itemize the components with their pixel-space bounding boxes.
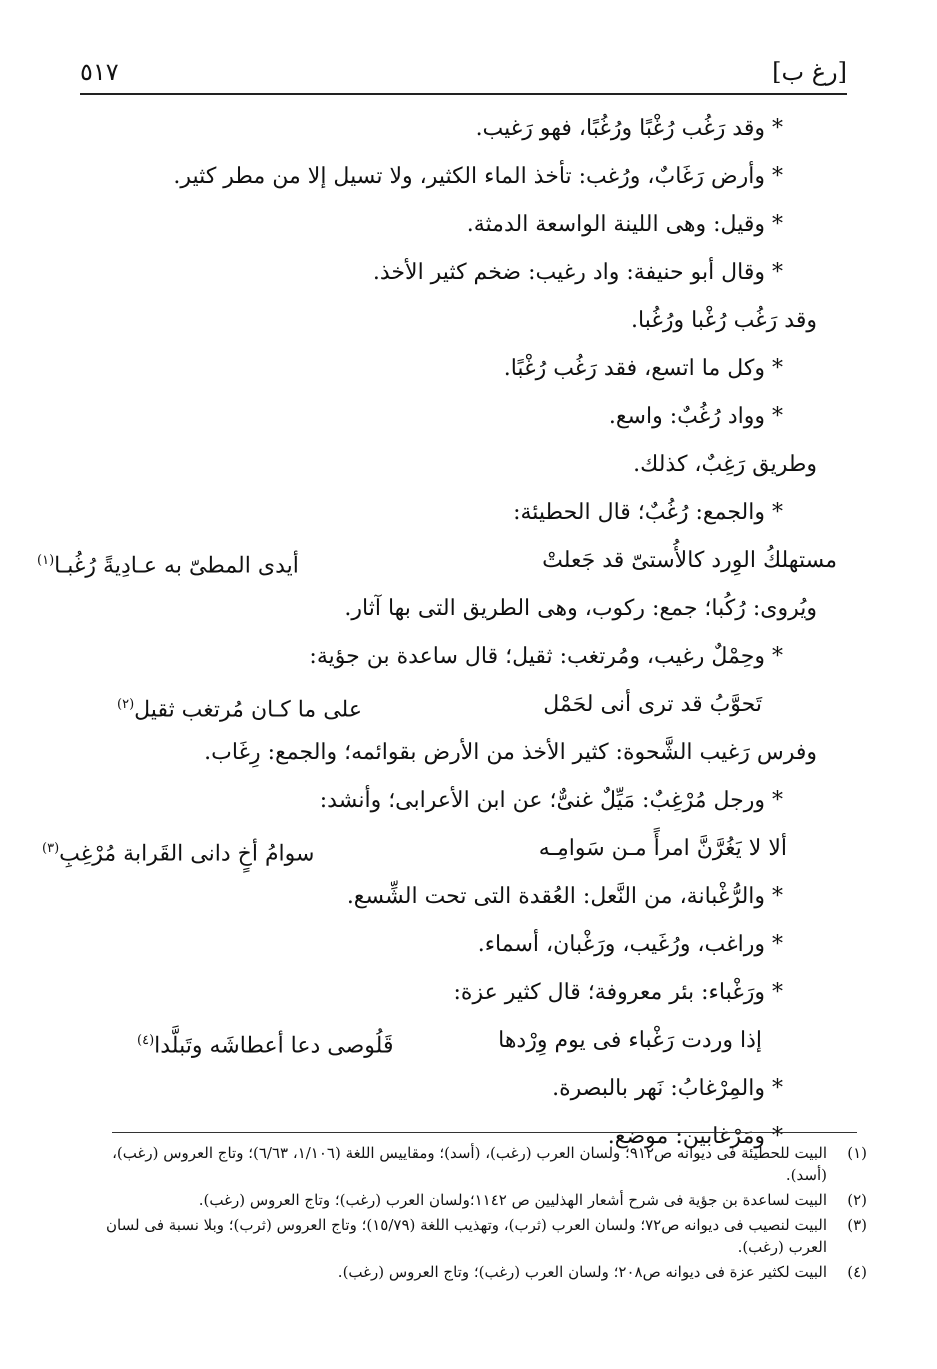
verse-second-hemistich: أيدى المطىّ به عـادِيةً رُغُبـا$^{(١)}$ (37, 553, 299, 579)
footnote-text: البيت لساعدة بن جؤية فى شرح أشعار الهذليين ص ١١٤٢؛ولسان العرب (رغب)؛ وتاج العروس (رغب). (198, 1191, 827, 1209)
footnote-text: البيت لكثير عزة فى ديوانه ص٢٠٨؛ ولسان العرب (رغب)؛ وتاج العروس (رغب). (337, 1263, 827, 1281)
entry-line: * وأرض رَغَابٌ، ورُغب: تأخذ الماء الكثير، ولا تسيل إلا من مطر كثير. (173, 164, 783, 189)
footnote (82, 1214, 867, 1258)
verse-first-hemistich: إذا وردت رَغْباء فى يوم وِرْدها (498, 1028, 762, 1053)
entry-body (37, 106, 837, 1162)
footnote-number: (٤) (847, 1263, 867, 1281)
entry-line: * وكل ما اتسع، فقد رَغُب رُغْبًا. (503, 356, 783, 381)
footnote-number: (٢) (847, 1191, 867, 1209)
footnote-marker: (٤) (137, 1033, 155, 1048)
entry-line: * ومَرْغابين: موضع. (607, 1124, 783, 1149)
entry-line: * والجمع: رُغُبٌ؛ قال الحطيئة: (513, 500, 783, 525)
entry-line: * وحِمْلٌ رغيب، ومُرتغب: ثقيل؛ قال ساعدة بن جؤية: (309, 644, 783, 669)
text-line: ويُروى: رُكُبا؛ جمع: ركوب، وهى الطريق التى بها آثار. (344, 596, 817, 621)
entry-line: * ورَغْباء: بئر معروفة؛ قال كثير عزة: (453, 980, 783, 1005)
text-line: وطريق رَغِبٌ، كذلك. (633, 452, 817, 477)
verse-first-hemistich: تَحوَّبُ قد ترى أنى لحَمْل (543, 692, 762, 717)
footnote-text: البيت لنصيب فى ديوانه ص٧٢؛ ولسان العرب (ثرب)، وتهذيب اللغة (١٥/٧٩)؛ وتاج العروس (ثرب)؛ وبلا نسبة فى لسان العرب (رغب). (106, 1216, 827, 1256)
page-number: ٥١٧ (80, 58, 119, 86)
entry-line: * وقد رَغُب رُغْبًا ورُغُبًا، فهو رَغيب. (475, 116, 783, 141)
root-heading: [رغ ب] (772, 58, 847, 86)
text-line: وفرس رَغيب الشَّحوة: كثير الأخذ من الأرض بقوائمه؛ والجمع: رِغَاب. (204, 740, 817, 765)
verse-first-hemistich: مستهلكُ الوِرد كالأُستىّ قد جَعلتْ (542, 548, 837, 573)
header-rule (80, 93, 847, 95)
verse-line (42, 826, 817, 874)
verse-second-hemistich: على ما كـان مُرتغب ثقيل$^{(٢)}$ (117, 697, 362, 723)
verse-second-hemistich: سوامُ أخٍ دانى القَرابة مُرْغِبِ$^{(٣)}$ (42, 841, 315, 867)
text-line: وقد رَغُب رُغْبا ورُغُبا. (631, 308, 817, 333)
footnote-marker: (٢) (117, 697, 135, 712)
entry-line: * والمِرْغابُ: نَهر بالبصرة. (552, 1076, 783, 1101)
footnote (82, 1189, 867, 1211)
footnote-number: (٣) (847, 1216, 867, 1234)
verse-line (97, 682, 817, 730)
page-header (80, 58, 847, 92)
footnote-rule (112, 1132, 857, 1133)
entry-line: * وراغب، ورُغَيب، ورَغْبان، أسماء. (477, 932, 783, 957)
entry-line: * وواد رُغُبٌ: واسع. (608, 404, 783, 429)
footnote-text: البيت للحطيئة فى ديوانه ص٩١٢؛ ولسان العرب (رغب)، (أسد)؛ ومقاييس اللغة (١/١٠٦، ٦/٦٣)؛ وتاج العروس (رغب)، (أسد). (112, 1144, 827, 1184)
verse-second-hemistich: قَلُوصى دعا أعطاشَه وتَبلَّدا$^{(٤)}$ (137, 1033, 394, 1059)
entry-line: * وقيل: وهى اللينة الواسعة الدمثة. (466, 212, 783, 237)
verse-line (97, 1018, 817, 1066)
entry-line: * وقال أبو حنيفة: واد رغيب: ضخم كثير الأخذ. (372, 260, 783, 285)
verse-first-hemistich: ألا لا يَغُرَّنَّ امرأً مـن سَوامِـه (538, 836, 787, 861)
footnote (82, 1261, 867, 1283)
footnote-marker: (١) (37, 553, 55, 568)
entry-line: * ورجل مُرْغِبٌ: مَيِّلٌ غنىٌّ؛ عن ابن الأعرابى؛ وأنشد: (319, 788, 783, 813)
entry-line: * والرُّغْبانة، من النَّعل: العُقدة التى تحت الشِّسع. (346, 884, 783, 909)
verse-line (37, 538, 837, 586)
footnotes (82, 1142, 867, 1286)
footnote-marker: (٣) (42, 841, 60, 856)
footnote (82, 1142, 867, 1186)
footnote-number: (١) (847, 1144, 867, 1162)
